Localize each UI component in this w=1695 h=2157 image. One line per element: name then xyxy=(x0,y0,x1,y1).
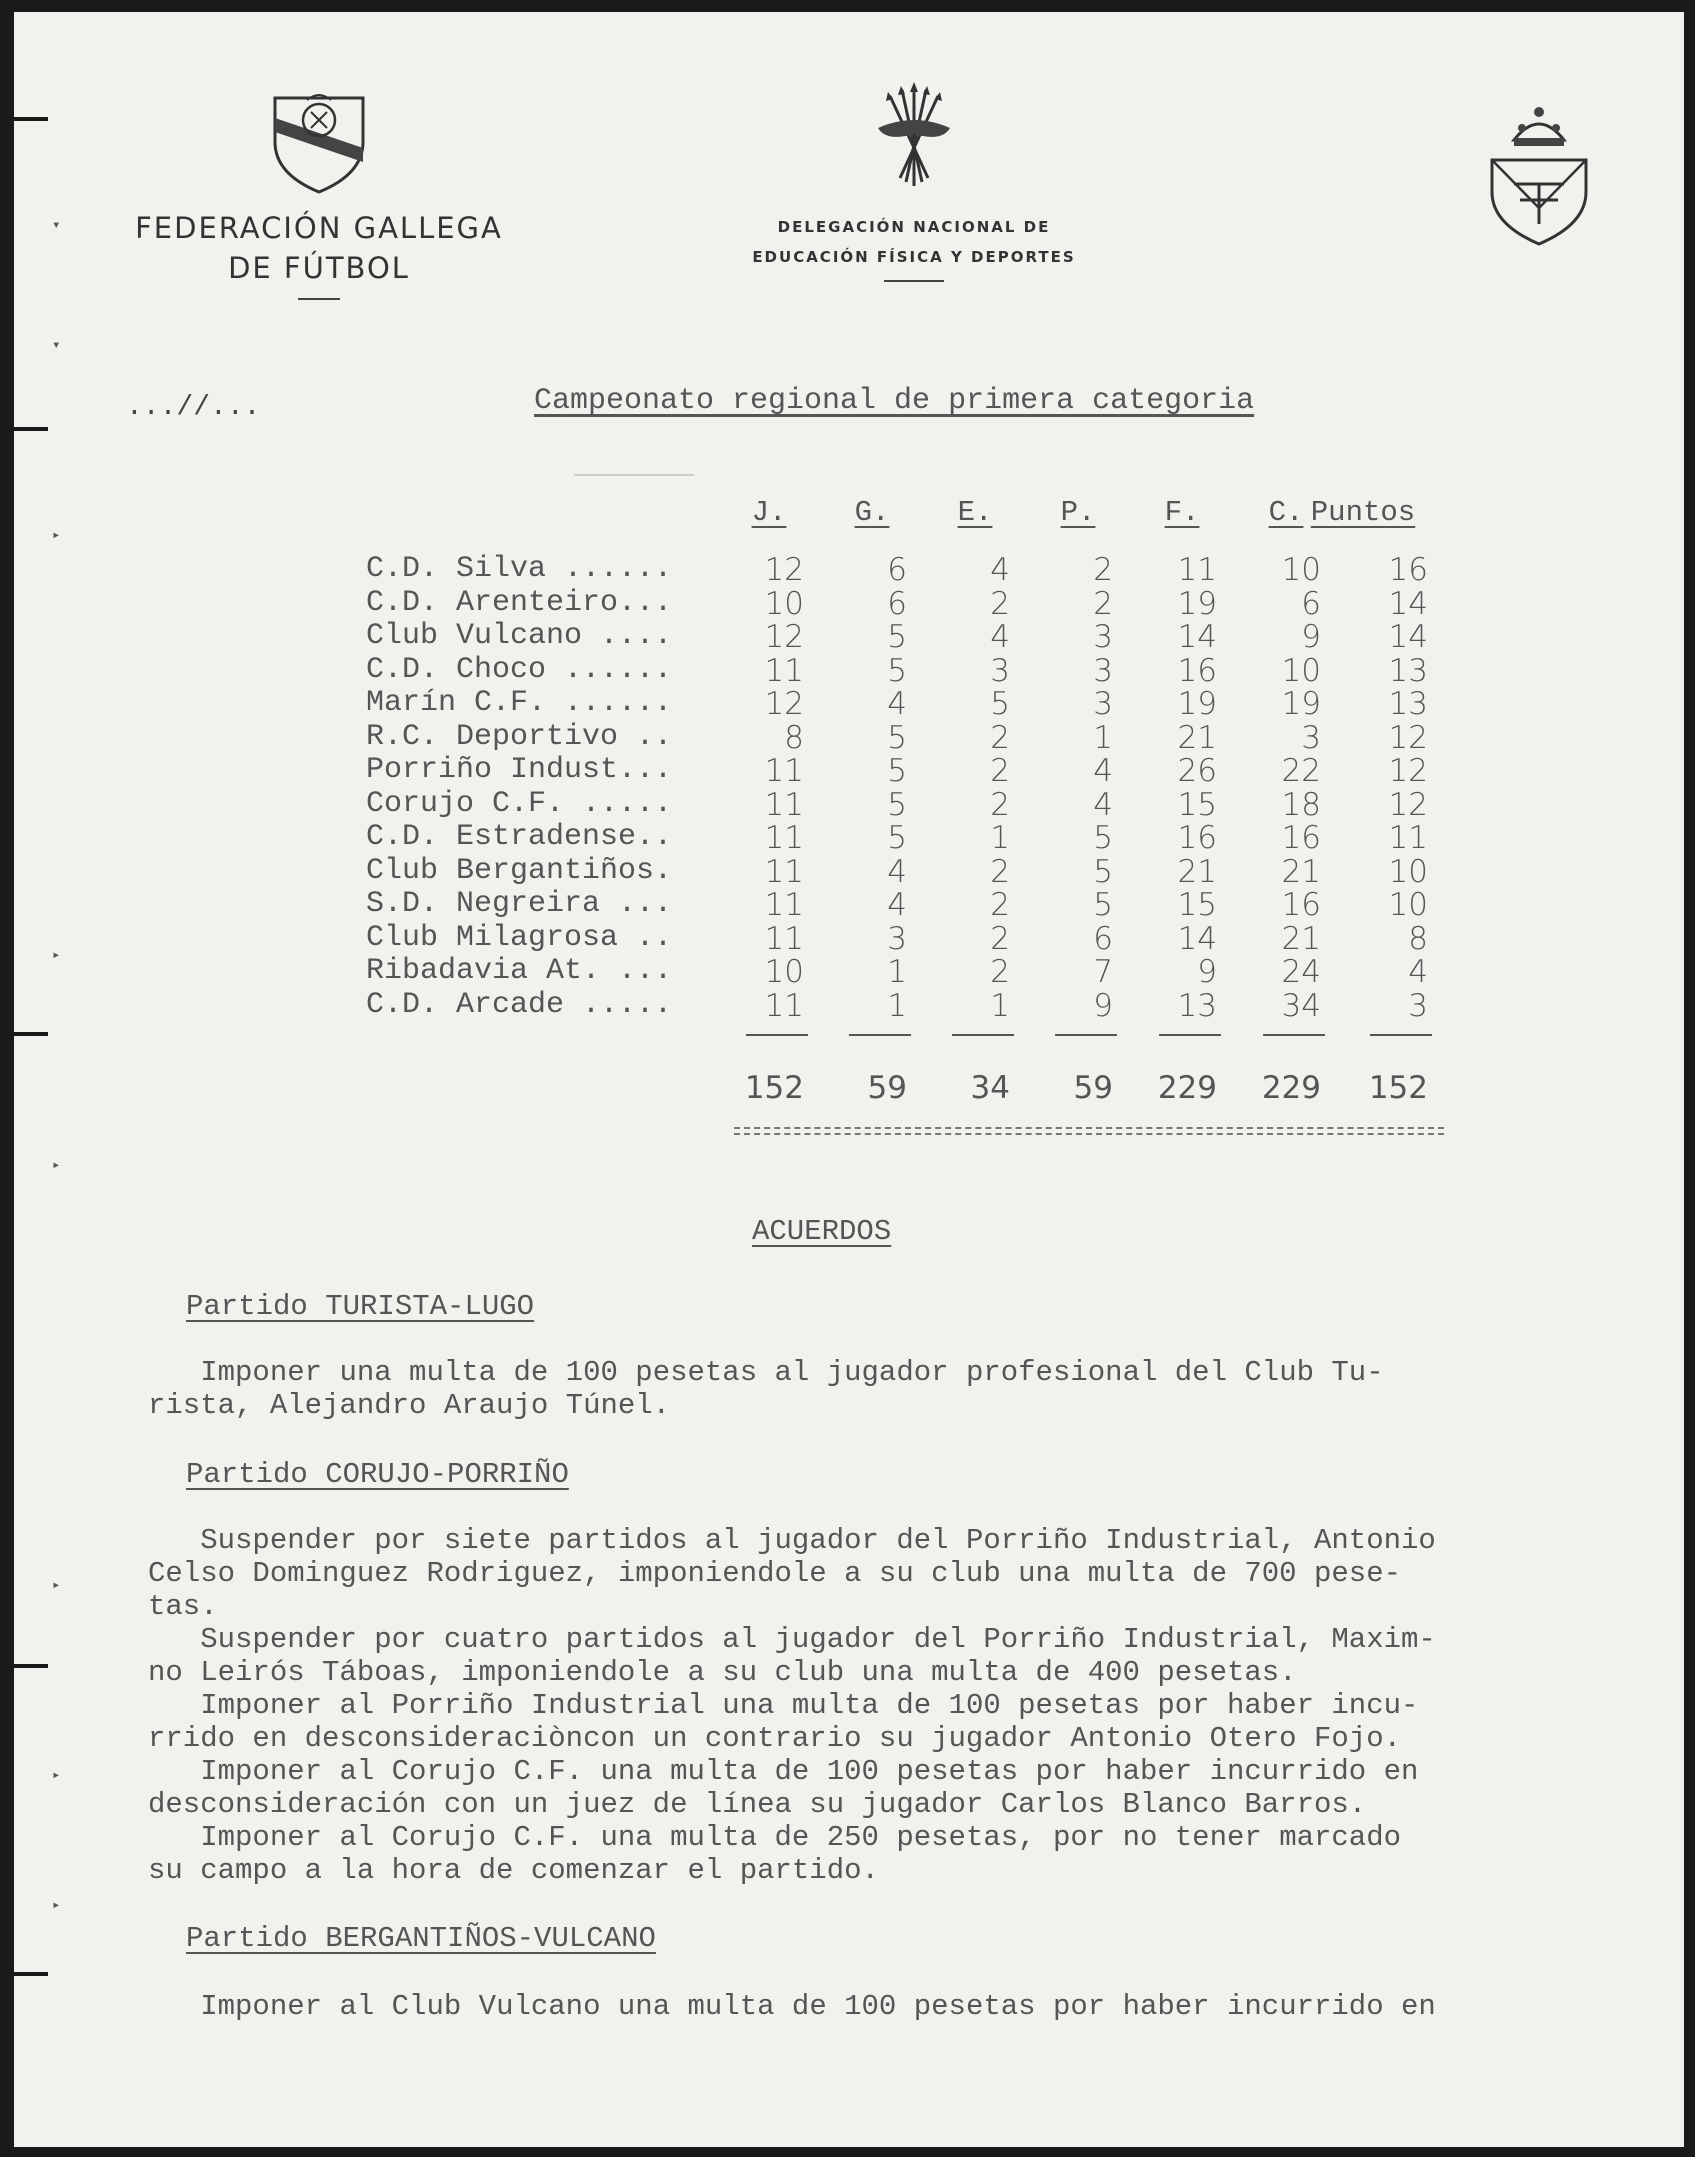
team-name: C.D. Silva ...... xyxy=(366,552,673,586)
team-name: Corujo C.F. ..... xyxy=(366,786,673,821)
table-cell: 4 xyxy=(990,552,1010,588)
column-header: Puntos xyxy=(1310,496,1416,529)
table-cell: 5 xyxy=(887,820,907,856)
table-cell: 5 xyxy=(1093,887,1113,923)
table-cell: 11 xyxy=(764,987,804,1024)
table-cell: 13 xyxy=(1388,652,1428,689)
table-cell: 10 xyxy=(1281,552,1321,588)
table-cell: 21 xyxy=(1281,920,1321,957)
sum-rule xyxy=(849,1034,911,1036)
table-cell: 2 xyxy=(990,954,1010,990)
punch-mark xyxy=(14,427,48,431)
table-cell: 3 xyxy=(1408,987,1428,1024)
table-cell: 19 xyxy=(1281,686,1321,722)
total-cell: 229 xyxy=(1157,1070,1217,1106)
delegation-name-line1: DELEGACIÓN NACIONAL DE xyxy=(777,218,1051,236)
table-cell: 14 xyxy=(1388,619,1428,655)
header-divider xyxy=(884,280,944,282)
total-cell: 34 xyxy=(970,1070,1010,1106)
table-cell: 11 xyxy=(764,820,804,856)
table-cell: 21 xyxy=(1177,719,1217,756)
table-cell: 3 xyxy=(1093,652,1113,689)
federation-header xyxy=(109,92,529,300)
team-name: Club Bergantiños. xyxy=(366,853,673,888)
table-cell: 21 xyxy=(1281,853,1321,890)
binder-notch: ▸ xyxy=(52,1578,61,1594)
table-cell: 16 xyxy=(1281,820,1321,856)
table-cell: 22 xyxy=(1281,753,1321,789)
sum-rule xyxy=(952,1034,1014,1036)
table-cell: 2 xyxy=(990,753,1010,789)
binder-notch: ▸ xyxy=(52,1158,61,1174)
table-cell: 12 xyxy=(1388,753,1428,789)
table-cell: 13 xyxy=(1388,686,1428,722)
federation-name-line2: DE FÚTBOL xyxy=(228,251,410,285)
table-cell: 4 xyxy=(887,887,907,923)
table-cell: 1 xyxy=(887,987,907,1024)
binder-notch: ▸ xyxy=(52,1768,61,1784)
table-cell: 2 xyxy=(990,585,1010,622)
table-cell: 4 xyxy=(1093,753,1113,789)
table-cell: 16 xyxy=(1281,887,1321,923)
table-cell: 24 xyxy=(1281,954,1321,990)
total-cell: 59 xyxy=(867,1070,907,1106)
spanish-federation-crest xyxy=(1484,100,1594,255)
section-text: Suspender por siete partidos al jugador del Porriño Industrial, Antonio Celso Dominguez Rodriguez, imponiendole a su club una multa de 700 pese- tas. Suspender por cuatro partidos al jugador del Porriño Industrial, Maxim- no Leirós Táboas, imponiendole a su club una multa de 400 pesetas. Imponer al Porriño Industrial una multa de 100 pesetas por haber incu- rrido en desconsideraciòncon un contrario su jugador Antonio Otero Fojo. Imponer al Corujo C.F. una multa de 100 pesetas por haber incurrido en desconsideración con un juez de línea su jugador Carlos Blanco Barros. Imponer al Corujo C.F. una multa de 250 pesetas, por no tener marcado su campo a la hora de comenzar el partido. xyxy=(148,1524,1436,1887)
table-cell: 2 xyxy=(1093,552,1113,588)
federation-shield-icon xyxy=(271,92,367,194)
header-divider xyxy=(298,298,340,300)
binder-notch: ▾ xyxy=(52,218,61,234)
table-cell: 11 xyxy=(764,786,804,823)
table-cell: 5 xyxy=(887,786,907,823)
table-cell: 5 xyxy=(1093,853,1113,890)
binder-notch: ▸ xyxy=(52,528,61,544)
table-cell: 2 xyxy=(990,786,1010,823)
sum-rule xyxy=(1159,1034,1221,1036)
table-cell: 6 xyxy=(887,552,907,588)
table-cell: 9 xyxy=(1301,619,1321,655)
column-header: G. xyxy=(854,496,890,529)
table-cell: 6 xyxy=(887,585,907,622)
table-cell: 10 xyxy=(1388,853,1428,890)
team-name: S.D. Negreira ... xyxy=(366,887,673,921)
team-name: C.D. Estradense.. xyxy=(366,820,673,854)
table-cell: 12 xyxy=(764,552,804,588)
table-cell: 15 xyxy=(1177,887,1217,923)
punch-mark xyxy=(14,1972,48,1976)
table-cell: 10 xyxy=(1388,887,1428,923)
section-title: Partido BERGANTIÑOS-VULCANO xyxy=(186,1922,656,1955)
acuerdos-heading: ACUERDOS xyxy=(752,1215,892,1248)
table-cell: 14 xyxy=(1177,920,1217,957)
team-name: Ribadavia At. ... xyxy=(366,954,673,988)
table-cell: 10 xyxy=(764,585,804,622)
yoke-arrows-emblem-icon xyxy=(872,82,956,190)
punch-mark xyxy=(14,1664,48,1668)
table-cell: 11 xyxy=(1177,552,1217,588)
binder-notch: ▸ xyxy=(52,948,61,964)
continuation-mark: ...//... xyxy=(126,392,261,423)
total-cell: 59 xyxy=(1073,1070,1113,1106)
sum-rule xyxy=(1263,1034,1325,1036)
team-name: C.D. Arcade ..... xyxy=(366,987,673,1022)
team-name: Porriño Indust... xyxy=(366,753,673,787)
double-rule xyxy=(734,1127,1444,1135)
table-cell: 4 xyxy=(990,619,1010,655)
total-cell: 152 xyxy=(1368,1070,1428,1106)
table-cell: 8 xyxy=(784,719,804,756)
binder-notch: ▸ xyxy=(52,1898,61,1914)
table-cell: 3 xyxy=(1093,686,1113,722)
table-cell: 19 xyxy=(1177,686,1217,722)
federation-name-line1: FEDERACIÓN GALLEGA xyxy=(135,211,503,245)
sum-rule xyxy=(746,1034,808,1036)
table-cell: 6 xyxy=(1093,920,1113,957)
table-cell: 1 xyxy=(1093,719,1113,756)
section-title: Partido CORUJO-PORRIÑO xyxy=(186,1458,569,1491)
table-cell: 16 xyxy=(1388,552,1428,588)
table-cell: 11 xyxy=(764,920,804,957)
table-cell: 6 xyxy=(1301,585,1321,622)
table-cell: 1 xyxy=(887,954,907,990)
table-cell: 3 xyxy=(1093,619,1113,655)
column-header: E. xyxy=(957,496,993,529)
delegation-header xyxy=(704,82,1124,282)
binder-notch: ▾ xyxy=(52,338,61,354)
table-cell: 11 xyxy=(1388,820,1428,856)
table-cell: 12 xyxy=(764,619,804,655)
table-cell: 4 xyxy=(887,853,907,890)
total-cell: 152 xyxy=(744,1070,804,1106)
table-cell: 11 xyxy=(764,853,804,890)
table-cell: 2 xyxy=(1093,585,1113,622)
table-cell: 5 xyxy=(990,686,1010,722)
sum-rule xyxy=(1055,1034,1117,1036)
table-cell: 16 xyxy=(1177,820,1217,856)
delegation-name-line2: EDUCACIÓN FÍSICA Y DEPORTES xyxy=(752,248,1076,266)
table-cell: 5 xyxy=(887,619,907,655)
team-name: Club Milagrosa .. xyxy=(366,920,673,955)
table-cell: 11 xyxy=(764,753,804,789)
table-cell: 3 xyxy=(1301,719,1321,756)
table-cell: 2 xyxy=(990,719,1010,756)
table-cell: 10 xyxy=(764,954,804,990)
crowned-shield-icon xyxy=(1484,100,1594,250)
table-cell: 18 xyxy=(1281,786,1321,823)
table-cell: 9 xyxy=(1093,987,1113,1024)
column-header: F. xyxy=(1164,496,1200,529)
sum-rule xyxy=(1370,1034,1432,1036)
table-cell: 1 xyxy=(990,820,1010,856)
punch-mark xyxy=(14,1032,48,1036)
table-cell: 12 xyxy=(1388,786,1428,823)
section-title: Partido TURISTA-LUGO xyxy=(186,1290,535,1323)
table-cell: 3 xyxy=(990,652,1010,689)
page-title: Campeonato regional de primera categoria xyxy=(534,384,1255,418)
team-name: Club Vulcano .... xyxy=(366,619,673,653)
table-cell: 10 xyxy=(1281,652,1321,689)
team-name: R.C. Deportivo .. xyxy=(366,719,673,754)
table-cell: 13 xyxy=(1177,987,1217,1024)
table-cell: 16 xyxy=(1177,652,1217,689)
table-cell: 2 xyxy=(990,887,1010,923)
column-header: J. xyxy=(751,496,787,529)
table-cell: 26 xyxy=(1177,753,1217,789)
table-cell: 8 xyxy=(1408,920,1428,957)
table-cell: 14 xyxy=(1388,585,1428,622)
table-cell: 3 xyxy=(887,920,907,957)
section-text: Imponer al Club Vulcano una multa de 100 pesetas por haber incurrido en xyxy=(148,1990,1436,2023)
table-cell: 11 xyxy=(764,887,804,923)
table-cell: 34 xyxy=(1281,987,1321,1024)
table-cell: 9 xyxy=(1197,954,1217,990)
table-cell: 15 xyxy=(1177,786,1217,823)
table-cell: 4 xyxy=(1408,954,1428,990)
table-cell: 4 xyxy=(887,686,907,722)
table-cell: 2 xyxy=(990,920,1010,957)
column-header: C. xyxy=(1268,496,1304,529)
table-cell: 7 xyxy=(1093,954,1113,990)
section-text: Imponer una multa de 100 pesetas al jugador profesional del Club Tu- rista, Alejandro Araujo Túnel. xyxy=(148,1356,1384,1422)
team-name: Marín C.F. ...... xyxy=(366,686,673,720)
table-cell: 11 xyxy=(764,652,804,689)
team-name: C.D. Choco ...... xyxy=(366,652,673,687)
table-cell: 5 xyxy=(887,753,907,789)
team-name: C.D. Arenteiro... xyxy=(366,585,673,620)
document-page xyxy=(14,12,1684,2147)
column-header: P. xyxy=(1060,496,1096,529)
table-cell: 5 xyxy=(887,719,907,756)
table-cell: 5 xyxy=(1093,820,1113,856)
table-cell: 12 xyxy=(764,686,804,722)
faint-mark xyxy=(574,474,694,476)
table-cell: 5 xyxy=(887,652,907,689)
table-cell: 1 xyxy=(990,987,1010,1024)
table-cell: 19 xyxy=(1177,585,1217,622)
table-cell: 14 xyxy=(1177,619,1217,655)
table-cell: 2 xyxy=(990,853,1010,890)
punch-mark xyxy=(14,117,48,121)
total-cell: 229 xyxy=(1261,1070,1321,1106)
table-cell: 21 xyxy=(1177,853,1217,890)
table-cell: 4 xyxy=(1093,786,1113,823)
table-cell: 12 xyxy=(1388,719,1428,756)
